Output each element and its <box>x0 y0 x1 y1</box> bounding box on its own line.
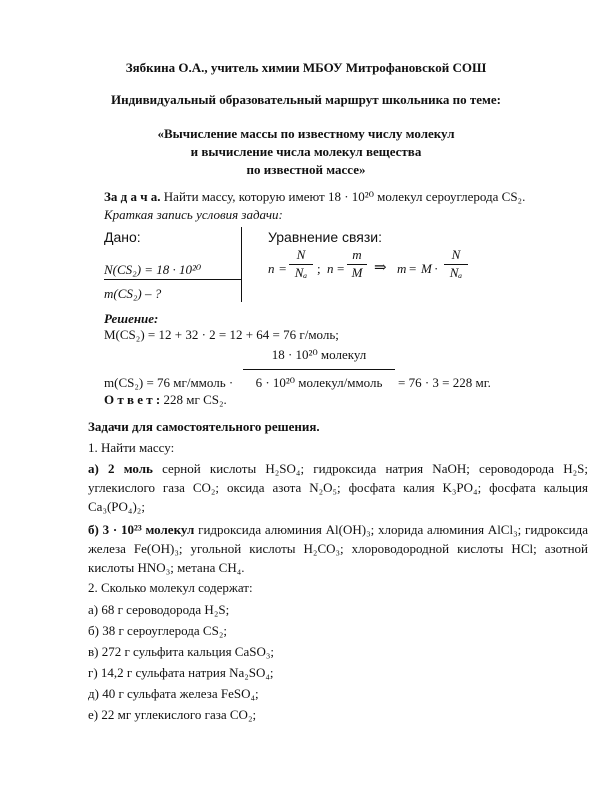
question-1b-label: б) 3 · 10²³ молекул <box>88 522 195 537</box>
mass-frac-den: 6 · 10²⁰ молекул/ммоль <box>243 369 395 391</box>
task-label: За д а ч а. <box>104 189 161 204</box>
rel-eq-1: = <box>279 261 287 276</box>
rel-frac-3 <box>444 247 468 281</box>
rel-eq-2: = <box>337 261 345 276</box>
question-1a <box>88 459 588 516</box>
rel-n-1: n <box>268 261 275 276</box>
mass-frac-num: 18 · 10²⁰ молекул <box>271 347 367 362</box>
question-1a-text: серной кислоты H₂SO₄; гидроксида натрия NaOH; сероводорода H₂S; углекислого газа CO₂; оксида азота N₂O₅; фосфата калия K₃PO₄; фосфата кальция Ca₃(PO₄)₂; <box>88 461 588 514</box>
question-2-item-f: е) 22 мг углекислого газа CO₂; <box>88 707 257 722</box>
molar-mass-line: M(CS₂) = 12 + 32 · 2 = 12 + 64 = 76 г/моль; <box>104 327 339 342</box>
question-1b <box>88 520 588 577</box>
rel-eq-3: = <box>409 261 417 276</box>
mass-left: m(CS₂) = 76 мг/ммоль · <box>104 375 234 390</box>
rel-frac-2 <box>347 247 367 281</box>
relation-title: Уравнение связи: <box>268 229 383 245</box>
rel-dot: · <box>434 261 439 276</box>
given-vertical-divider <box>241 227 242 302</box>
rel-m: m <box>397 261 407 276</box>
question-2-item-d: г) 14,2 г сульфата натрия Na₂SO₄; <box>88 665 274 680</box>
topic-line-1: «Вычисление массы по известному числу молекул <box>157 126 455 141</box>
route-line: Индивидуальный образовательный маршрут школьника по теме: <box>110 92 502 107</box>
answer-value: 228 мг CS₂. <box>160 392 227 407</box>
rel-frac-1-den: Nₐ <box>289 264 313 281</box>
solution-label: Решение: <box>104 311 159 326</box>
given-title: Дано: <box>104 229 141 245</box>
answer-line <box>104 392 227 408</box>
rel-M: M <box>421 261 432 276</box>
topic-line-2: и вычисление числа молекул вещества <box>190 144 422 159</box>
given-horizontal-divider <box>104 279 241 280</box>
rel-frac-3-num: N <box>451 247 461 262</box>
answer-label: О т в е т : <box>104 392 161 407</box>
question-2-item-c: в) 272 г сульфита кальция CaSO₃; <box>88 644 274 659</box>
topic-line-3: по известной массе» <box>246 162 366 177</box>
rel-frac-2-num: m <box>352 247 362 262</box>
given-n-value: N(CS₂) = 18 · 10²⁰ <box>104 262 202 277</box>
task-text: Найти массу, которую имеют 18 · 10²⁰ молекул сероуглерода CS₂. <box>160 189 526 204</box>
question-1a-label: а) 2 моль <box>88 461 153 476</box>
rel-sep: ; <box>317 261 321 276</box>
rel-frac-1-num: N <box>296 247 306 262</box>
question-2-item-a: а) 68 г сероводорода H₂S; <box>88 602 230 617</box>
rel-arrow-icon: ⇒ <box>374 260 387 276</box>
mass-fraction <box>243 347 395 391</box>
rel-frac-3-den: Nₐ <box>444 264 468 281</box>
author-line: Зябкина О.А., учитель химии МБОУ Митрофановской СОШ <box>125 60 487 75</box>
question-2: 2. Сколько молекул содержат: <box>88 580 253 595</box>
rel-frac-1 <box>289 247 313 281</box>
independent-title: Задачи для самостоятельного решения. <box>88 419 320 434</box>
find-value: m(CS₂) – ? <box>104 286 162 301</box>
question-2-item-e: д) 40 г сульфата железа FeSO₄; <box>88 686 259 701</box>
short-condition-label: Краткая запись условия задачи: <box>104 207 283 222</box>
rel-n-2: n <box>327 261 334 276</box>
mass-right: = 76 · 3 = 228 мг. <box>398 375 491 390</box>
task-statement <box>104 189 525 205</box>
question-1b-text: гидроксида алюминия Al(OH)₃; хлорида алюминия AlCl₃; гидроксида железа Fe(OH)₃; угольной кислоты H₂CO₃; хлороводородной кислоты HCl; азотной кислоты HNO₃; метана CH₄. <box>88 522 589 575</box>
question-1: 1. Найти массу: <box>88 440 175 455</box>
rel-frac-2-den: M <box>347 264 367 281</box>
question-2-item-b: б) 38 г сероуглерода CS₂; <box>88 623 227 638</box>
